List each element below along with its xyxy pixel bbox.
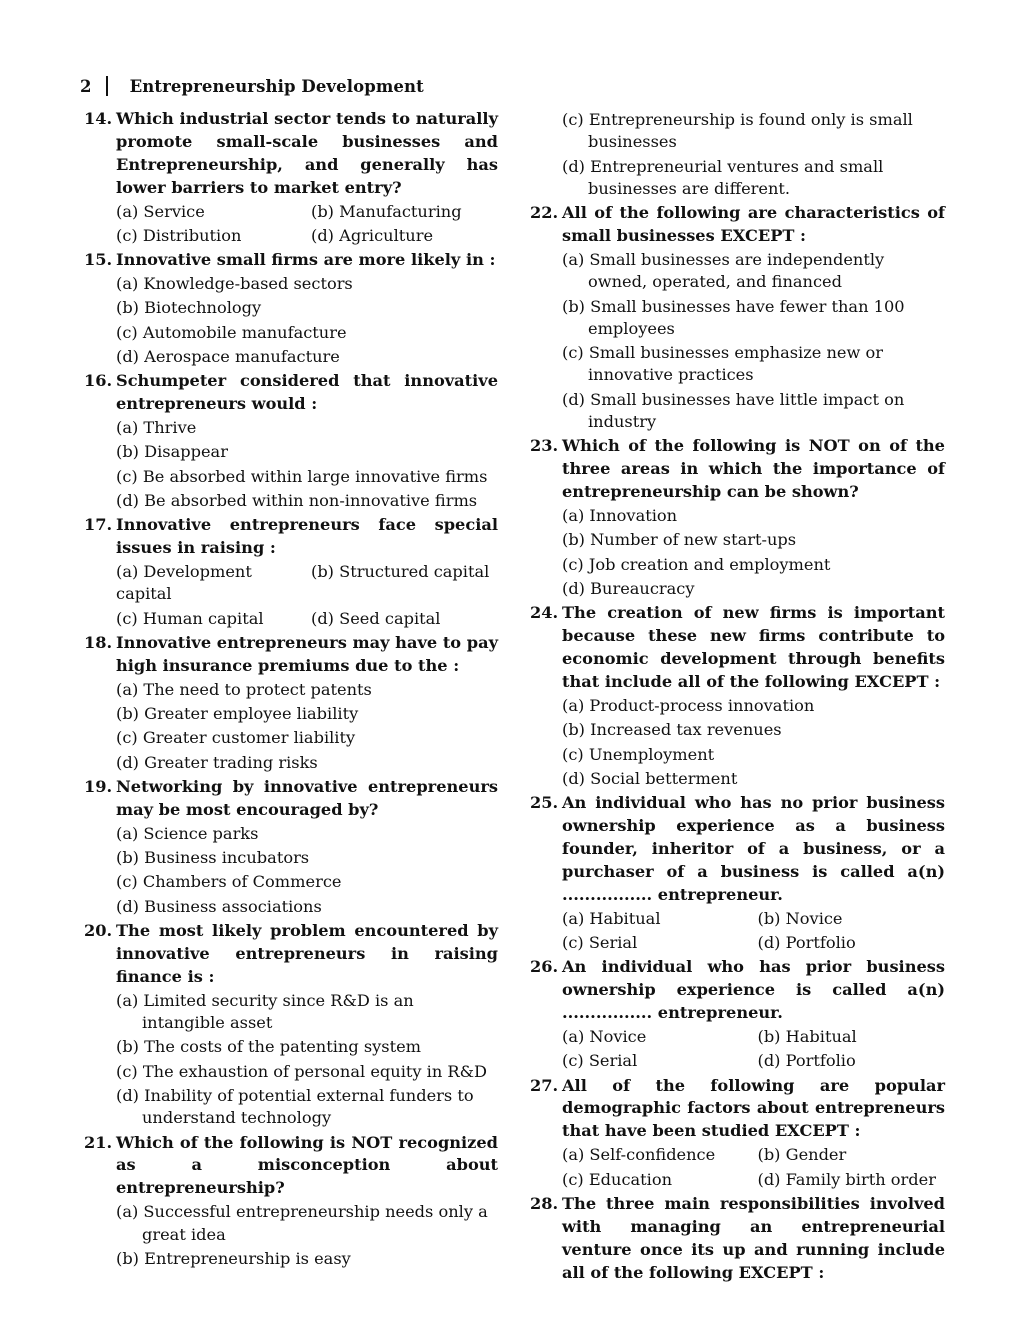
question-number: 27. <box>530 1075 559 1095</box>
page-number: 2 <box>80 76 92 96</box>
option-d: (d) Agriculture <box>311 225 434 245</box>
right-column <box>530 108 945 1284</box>
question-number: 22. <box>530 203 559 223</box>
option-a: (a) Service <box>116 201 205 221</box>
question-21 <box>84 1132 498 1272</box>
question-text: Which of the following is NOT on of the three areas in which the importance of entrepreneurship can be shown? <box>562 436 945 502</box>
option-c: (c) Serial <box>562 932 638 952</box>
option-c: (c) Serial <box>562 1051 638 1071</box>
option-d: (d) Social betterment <box>562 768 738 788</box>
option-d: (d) Bureaucracy <box>562 578 695 598</box>
option-c: (c) Greater customer liability <box>116 728 356 748</box>
option-a: (a) Thrive <box>116 418 197 438</box>
option-c: (c) Education <box>562 1169 673 1189</box>
option-a: (a) Limited security since R&D is an intangible asset <box>116 990 414 1033</box>
option-c: (c) Distribution <box>116 225 242 245</box>
question-number: 17. <box>84 515 113 535</box>
question-number: 16. <box>84 371 113 391</box>
option-d: (d) Small businesses have little impact on industry <box>562 389 905 432</box>
question-24 <box>530 602 945 791</box>
option-d: (d) Greater trading risks <box>116 752 318 772</box>
question-22 <box>530 202 945 434</box>
question-19 <box>84 776 498 919</box>
option-b: (b) The costs of the patenting system <box>116 1037 422 1057</box>
question-text: Which of the following is NOT recognized as a misconception about entrepreneurship? <box>116 1132 498 1198</box>
question-28 <box>530 1193 945 1285</box>
option-b: (b) Novice <box>757 908 843 928</box>
question-20 <box>84 920 498 1131</box>
question-25 <box>530 792 945 955</box>
option-a: (a) Innovation <box>562 506 678 526</box>
option-c: (c) Job creation and employment <box>562 554 831 574</box>
option-b: (b) Gender <box>757 1145 847 1165</box>
option-b: (b) Business incubators <box>116 848 310 868</box>
option-a: (a) Development capital <box>116 562 252 604</box>
question-text: An individual who has prior business ownership experience is called a(n) ................ entrepreneur. <box>562 957 945 1023</box>
option-d: (d) Family birth order <box>757 1169 936 1189</box>
option-a: (a) Novice <box>562 1026 647 1046</box>
option-d: (d) Aerospace manufacture <box>116 347 340 367</box>
option-d: (d) Inability of potential external funders to understand technology <box>116 1085 474 1128</box>
page-header <box>80 76 424 96</box>
option-d: (d) Be absorbed within non-innovative firms <box>116 491 478 511</box>
question-text: Innovative entrepreneurs may have to pay high insurance premiums due to the : <box>116 633 498 675</box>
option-a: (a) Successful entrepreneurship needs only a great idea <box>116 1202 488 1244</box>
question-number: 28. <box>530 1193 559 1213</box>
option-c: (c) Chambers of Commerce <box>116 872 342 892</box>
option-a: (a) Self-confidence <box>562 1145 716 1165</box>
question-number: 23. <box>530 436 559 456</box>
question-18 <box>84 632 498 775</box>
question-text: An individual who has no prior business ownership experience as a business founder, inheritor of a business, or a purchaser of a business is called a(n) ................ entrepreneur. <box>562 793 945 904</box>
question-21-continued <box>530 108 945 201</box>
option-b: (b) Disappear <box>116 442 228 462</box>
option-c: (c) Automobile manufacture <box>116 322 347 342</box>
book-title: Entrepreneurship Development <box>129 76 424 96</box>
option-d: (d) Entrepreneurial ventures and small businesses are different. <box>562 156 884 198</box>
option-c: (c) Be absorbed within large innovative firms <box>116 466 488 486</box>
question-text: The creation of new firms is important because these new firms contribute to economic development through benefits that include all of the following EXCEPT : <box>562 603 945 691</box>
option-d: (d) Portfolio <box>757 932 856 952</box>
question-text: All of the following are popular demographic factors about entrepreneurs that have been studied EXCEPT : <box>562 1075 945 1141</box>
header-divider <box>106 76 108 96</box>
question-text: All of the following are characteristics of small businesses EXCEPT : <box>562 203 945 246</box>
option-d: (d) Portfolio <box>757 1051 856 1071</box>
question-27 <box>530 1075 945 1192</box>
option-b: (b) Biotechnology <box>116 298 262 318</box>
option-c: (c) Human capital <box>116 608 264 628</box>
question-16 <box>84 370 498 513</box>
option-d: (d) Business associations <box>116 896 322 916</box>
question-number: 18. <box>84 633 113 653</box>
option-b: (b) Number of new start-ups <box>562 530 797 550</box>
option-b: (b) Entrepreneurship is easy <box>116 1248 351 1268</box>
question-26 <box>530 956 945 1073</box>
question-number: 15. <box>84 250 113 270</box>
question-text: Networking by innovative entrepreneurs may be most encouraged by? <box>116 777 498 819</box>
option-a: (a) Small businesses are independently owned, operated, and financed <box>562 250 885 292</box>
question-text: The most likely problem encountered by innovative entrepreneurs in raising finance is : <box>116 921 498 986</box>
question-number: 20. <box>84 921 113 941</box>
option-b: (b) Increased tax revenues <box>562 720 782 740</box>
question-number: 26. <box>530 957 559 977</box>
question-23 <box>530 435 945 601</box>
option-a: (a) Product-process innovation <box>562 695 815 715</box>
question-number: 21. <box>84 1132 113 1152</box>
question-number: 25. <box>530 793 559 813</box>
option-c: (c) Entrepreneurship is found only is small businesses <box>562 110 913 152</box>
question-number: 24. <box>530 603 559 623</box>
question-text: The three main responsibilities involved with managing an entrepreneurial venture once its up and running include all of the following EXCEPT : <box>562 1193 945 1282</box>
question-text: Innovative small firms are more likely in : <box>116 250 496 270</box>
question-14 <box>84 108 498 248</box>
question-number: 14. <box>84 109 113 128</box>
question-text: Innovative entrepreneurs face special issues in raising : <box>116 515 498 558</box>
option-b: (b) Small businesses have fewer than 100 employees <box>562 296 905 338</box>
option-c: (c) The exhaustion of personal equity in R&D <box>116 1061 487 1081</box>
question-text: Which industrial sector tends to naturally promote small-scale businesses and Entrepreneurship, and generally has lower barriers to market entry? <box>116 109 498 197</box>
option-a: (a) Habitual <box>562 908 661 928</box>
option-b: (b) Manufacturing <box>311 201 462 221</box>
left-column <box>84 108 498 1271</box>
question-17 <box>84 514 498 631</box>
option-b: (b) Greater employee liability <box>116 704 359 724</box>
option-b: (b) Structured capital <box>311 562 490 582</box>
question-text: Schumpeter considered that innovative entrepreneurs would : <box>116 371 498 414</box>
option-a: (a) Knowledge-based sectors <box>116 274 353 294</box>
question-15 <box>84 249 498 369</box>
question-number: 19. <box>84 777 113 797</box>
option-d: (d) Seed capital <box>311 608 441 628</box>
option-c: (c) Small businesses emphasize new or innovative practices <box>562 343 883 385</box>
option-c: (c) Unemployment <box>562 744 715 764</box>
option-a: (a) The need to protect patents <box>116 679 372 699</box>
option-a: (a) Science parks <box>116 823 259 843</box>
option-b: (b) Habitual <box>757 1026 857 1046</box>
